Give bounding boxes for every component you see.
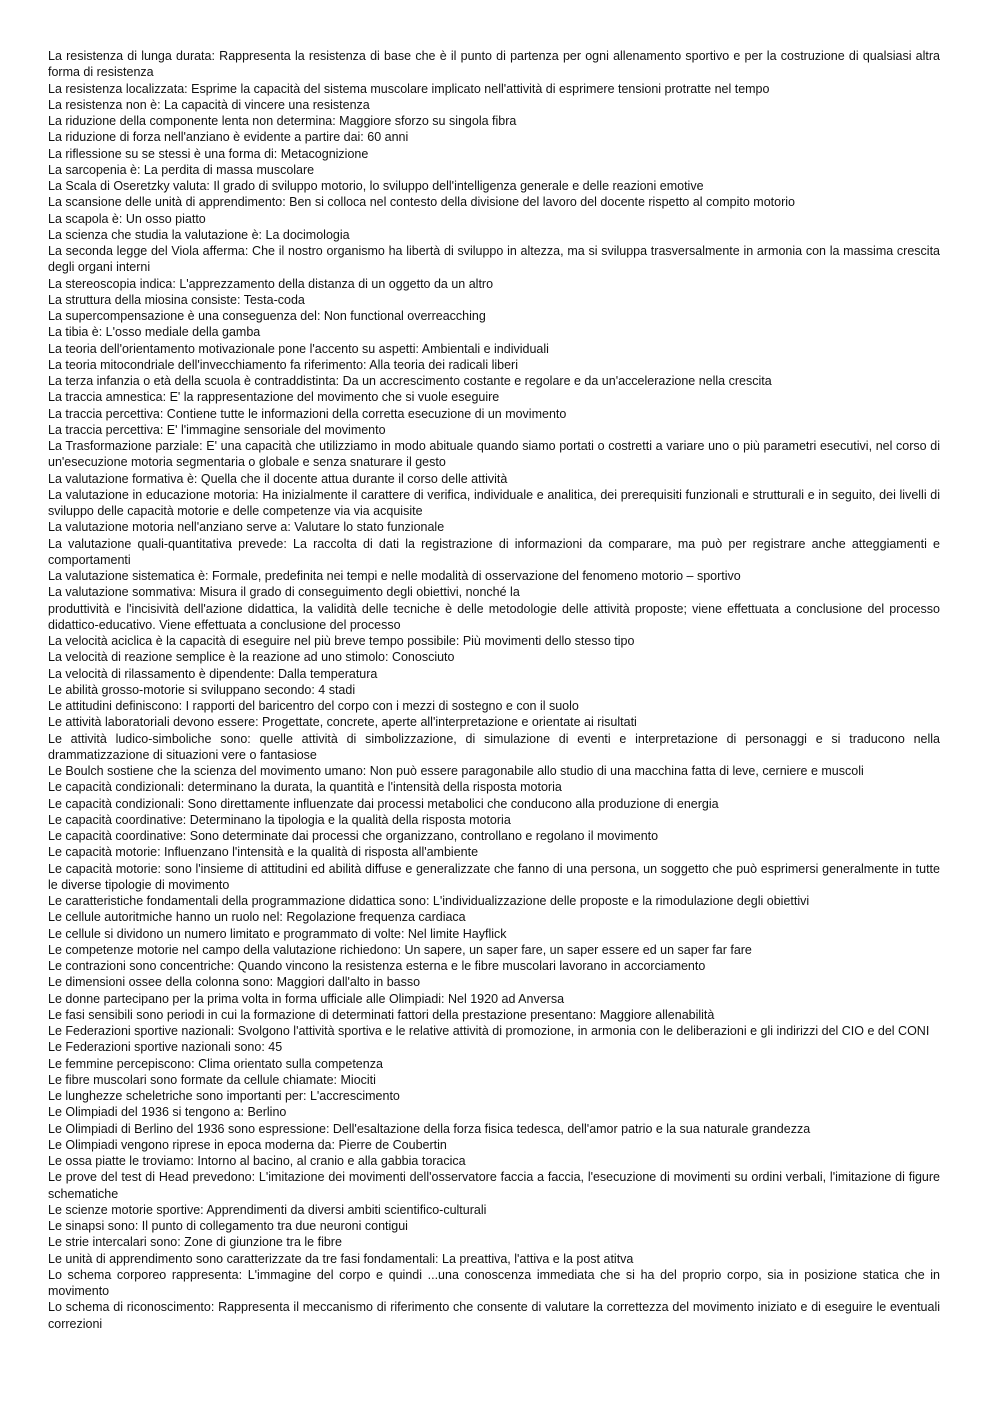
qa-entry: La tibia è: L'osso mediale della gamba [48, 325, 261, 340]
qa-entry: Le abilità grosso-motorie si sviluppano secondo: 4 stadi [48, 682, 356, 697]
qa-entry: Le competenze motorie nel campo della valutazione richiedono: Un sapere, un saper fare, un saper essere ed un saper far fare [48, 942, 752, 957]
qa-entry: Le strie intercalari sono: Zone di giunzione tra le fibre [48, 1235, 342, 1250]
qa-entry: Le capacità motorie: Influenzano l'intensità e la qualità di risposta all'ambiente [48, 845, 479, 860]
qa-entry: Le cellule autoritmiche hanno un ruolo nel: Regolazione frequenza cardiaca [48, 910, 466, 925]
qa-entry: La traccia percettiva: Contiene tutte le informazioni della corretta esecuzione di un movimento [48, 406, 567, 421]
qa-entry: La scapola è: Un osso piatto [48, 211, 206, 226]
qa-entry: La velocità di reazione semplice è la reazione ad uno stimolo: Conosciuto [48, 650, 455, 665]
qa-entry: Le ossa piatte le troviamo: Intorno al bacino, al cranio e alla gabbia toracica [48, 1154, 466, 1168]
qa-entry: Le lunghezze scheletriche sono importanti per: L'accrescimento [48, 1089, 400, 1103]
qa-entry: Le Olimpiadi di Berlino del 1936 sono espressione: Dell'esaltazione della forza fisica tedesca, dell'amor patrio e la sua naturale grandezza [48, 1121, 811, 1136]
qa-entry: La resistenza di lunga durata: Rappresenta la resistenza di base che è il punto di partenza per ogni allenamento sportivo e per la costruzione di qualsiasi altra forma di resistenza [48, 49, 940, 80]
qa-entry: La resistenza non è: La capacità di vincere una resistenza [48, 97, 370, 112]
qa-entry: La stereoscopia indica: L'apprezzamento della distanza di un oggetto da un altro [48, 276, 494, 291]
qa-entry: Le attività ludico-simboliche sono: quelle attività di simbolizzazione, di simulazione di eventi e interpretazione di personaggi e si traducono nella drammatizzazione di situazioni vere o fantasiose [48, 731, 940, 762]
qa-entry: Le unità di apprendimento sono caratterizzate da tre fasi fondamentali: La preattiva, l'attiva e la post atitva [48, 1251, 634, 1266]
qa-entry: La riflessione su se stessi è una forma di: Metacognizione [48, 146, 369, 161]
qa-entry: La traccia amnestica: E' la rappresentazione del movimento che si vuole eseguire [48, 390, 500, 405]
qa-entry: Le Federazioni sportive nazionali: Svolgono l'attività sportiva e le relative attività di promozione, in armonia con le deliberazioni e gli indirizzi del CIO e del CONI [48, 1024, 930, 1038]
qa-entry: Le capacità condizionali: Sono direttamente influenzate dai processi metabolici che conducono alla produzione di energia [48, 796, 719, 811]
document-page [48, 48, 940, 1332]
qa-entry: La valutazione motoria nell'anziano serve a: Valutare lo stato funzionale [48, 520, 445, 535]
qa-entry: Le capacità condizionali: determinano la durata, la quantità e l'intensità della risposta motoria [48, 780, 562, 795]
qa-entry: La teoria dell'orientamento motivazionale pone l'accento su aspetti: Ambientali e individuali [48, 341, 549, 356]
qa-entry: Le sinapsi sono: Il punto di collegamento tra due neuroni contigui [48, 1219, 408, 1233]
qa-entry: La valutazione quali-quantitativa prevede: La raccolta di dati la registrazione di informazioni da comparare, ma può per registrare anche atteggiamenti e comportamenti [48, 536, 940, 567]
qa-entry: La teoria mitocondriale dell'invecchiamento fa riferimento: Alla teoria dei radicali liberi [48, 357, 518, 372]
qa-entry: La traccia percettiva: E' l'immagine sensoriale del movimento [48, 422, 386, 437]
qa-entry: La Trasformazione parziale: E' una capacità che utilizziamo in modo abituale quando siamo portati o costretti a variare uno o più parametri esecutivi, nel corso di un'esecuzione motoria segmentaria o globale e senza snaturare il gesto [48, 439, 940, 470]
qa-entry: Le dimensioni ossee della colonna sono: Maggiori dall'alto in basso [48, 975, 421, 990]
qa-entry: La riduzione di forza nell'anziano è evidente a partire dai: 60 anni [48, 130, 409, 145]
qa-entry: La riduzione della componente lenta non determina: Maggiore sforzo su singola fibra [48, 114, 517, 128]
qa-entry: La valutazione sommativa: Misura il grado di conseguimento degli obiettivi, nonché la [48, 585, 520, 600]
qa-entry: Le fibre muscolari sono formate da cellule chiamate: Miociti [48, 1072, 376, 1087]
qa-entry: Le donne partecipano per la prima volta in forma ufficiale alle Olimpiadi: Nel 1920 ad Anversa [48, 991, 565, 1006]
qa-entry: La seconda legge del Viola afferma: Che il nostro organismo ha libertà di sviluppo in altezza, ma si sviluppa trasversalmente in armonia con la massima crescita degli organi interni [48, 244, 940, 275]
qa-entry: Le prove del test di Head prevedono: L'imitazione dei movimenti dell'osservatore faccia a faccia, l'esecuzione di movimenti su ordini verbali, l'imitazione di figure schematiche [48, 1170, 940, 1201]
qa-entry: La velocità di rilassamento è dipendente: Dalla temperatura [48, 666, 378, 681]
qa-entry: La supercompensazione è una conseguenza del: Non functional overreacching [48, 309, 486, 323]
qa-entry: produttività e l'incisività dell'azione didattica, la validità delle tecniche è delle metodologie delle attività proposte; viene effettuata a conclusione del processo didattico-educativo. Viene effettuata a conclusione del processo [48, 601, 940, 632]
qa-entry: La terza infanzia o età della scuola è contraddistinta: Da un accrescimento costante e regolare e da un'accelerazione nella crescita [48, 374, 772, 388]
qa-entry: La struttura della miosina consiste: Testa-coda [48, 292, 305, 307]
qa-entry: Le scienze motorie sportive: Apprendimenti da diversi ambiti scientifico-culturali [48, 1202, 487, 1217]
qa-entry: Le Olimpiadi vengono riprese in epoca moderna da: Pierre de Coubertin [48, 1137, 447, 1152]
qa-entry: Le contrazioni sono concentriche: Quando vincono la resistenza esterna e le fibre muscolari lavorano in accorciamento [48, 959, 706, 973]
qa-entry: La valutazione in educazione motoria: Ha inizialmente il carattere di verifica, individuale e analitica, dei prerequisiti funzionali e strutturali e in seguito, dei livelli di sviluppo delle capacità motorie e delle competenze via via acquisite [48, 487, 940, 518]
qa-entry: Le femmine percepiscono: Clima orientato sulla competenza [48, 1056, 383, 1071]
qa-entry: Le Olimpiadi del 1936 si tengono a: Berlino [48, 1105, 287, 1120]
qa-entry: Lo schema di riconoscimento: Rappresenta il meccanismo di riferimento che consente di valutare la correttezza del movimento iniziato e di eseguire le eventuali correzioni [48, 1300, 940, 1331]
qa-entry: La scansione delle unità di apprendimento: Ben si colloca nel contesto della divisione del lavoro del docente rispetto al compito motorio [48, 195, 795, 210]
qa-entry: Le attività laboratoriali devono essere: Progettate, concrete, aperte all'interpretazione e orientate ai risultati [48, 715, 637, 730]
qa-entry: La resistenza localizzata: Esprime la capacità del sistema muscolare implicato nell'attività di esprimere tensioni protratte nel tempo [48, 81, 770, 96]
qa-entry: Le capacità motorie: sono l'insieme di attitudini ed abilità diffuse e generalizzate che fanno di una persona, un soggetto che può esprimersi generalmente in tutte le diverse tipologie di movimento [48, 861, 940, 892]
qa-entry: La Scala di Oseretzky valuta: Il grado di sviluppo motorio, lo sviluppo dell'intelligenza generale e delle reazioni emotive [48, 179, 704, 193]
qa-entry: Le cellule si dividono un numero limitato e programmato di volte: Nel limite Hayflick [48, 926, 507, 941]
qa-entry: Le capacità coordinative: Sono determinate dai processi che organizzano, controllano e regolano il movimento [48, 829, 659, 843]
qa-entry: La valutazione sistematica è: Formale, predefinita nei tempi e nelle modalità di osservazione del fenomeno motorio – sportivo [48, 569, 741, 583]
qa-entry: La valutazione formativa è: Quella che il docente attua durante il corso delle attività [48, 471, 508, 486]
qa-entry: Le Boulch sostiene che la scienza del movimento umano: Non può essere paragonabile allo studio di una macchina fatta di leve, cerniere e muscoli [48, 764, 864, 778]
qa-entry: La velocità aciclica è la capacità di eseguire nel più breve tempo possibile: Più movimenti dello stesso tipo [48, 634, 635, 648]
qa-entry: Lo schema corporeo rappresenta: L'immagine del corpo e quindi ...una conoscenza immediata che si ha del proprio corpo, sia in posizione statica che in movimento [48, 1267, 940, 1298]
qa-entry: Le Federazioni sportive nazionali sono: 45 [48, 1040, 283, 1055]
qa-entry: Le attitudini definiscono: I rapporti del baricentro del corpo con i mezzi di sostegno e con il suolo [48, 699, 579, 713]
qa-entry: Le fasi sensibili sono periodi in cui la formazione di determinati fattori della prestazione presentano: Maggiore allenabilità [48, 1007, 715, 1022]
qa-entry: La sarcopenia è: La perdita di massa muscolare [48, 162, 315, 177]
qa-entry: La scienza che studia la valutazione è: La docimologia [48, 227, 350, 242]
qa-entry: Le capacità coordinative: Determinano la tipologia e la qualità della risposta motoria [48, 812, 511, 827]
qa-entry: Le caratteristiche fondamentali della programmazione didattica sono: L'individualizzazione delle proposte e la rimodulazione degli obiettivi [48, 894, 810, 908]
